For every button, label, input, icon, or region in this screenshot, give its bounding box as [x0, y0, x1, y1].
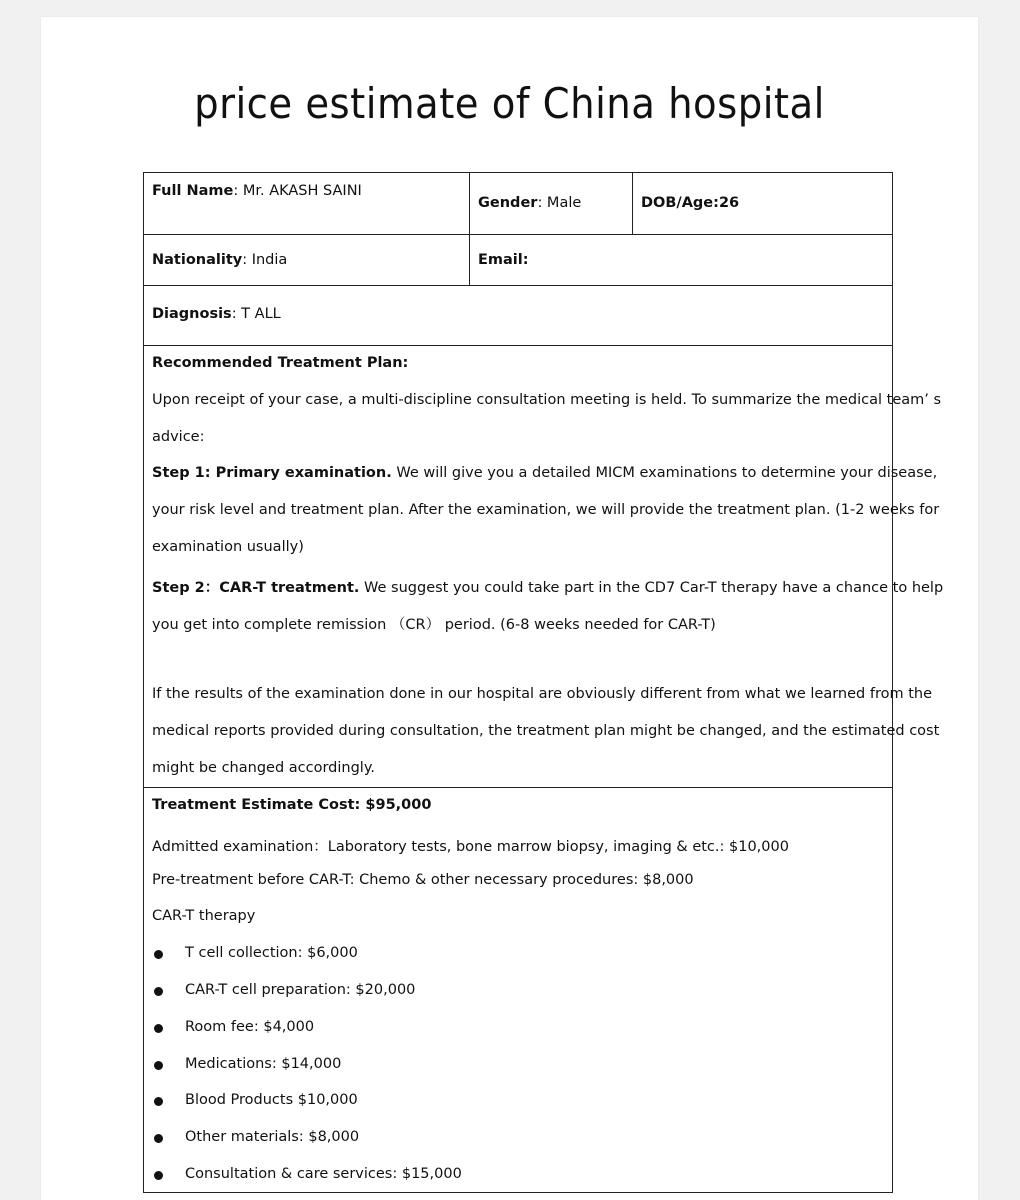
note-line: medical reports provided during consultation, the treatment plan might be changed, and the estimated cost [152, 723, 940, 739]
gender-field [478, 195, 581, 211]
cost-item: CAR-T cell preparation: $20,000 [185, 982, 416, 998]
diagnosis-field [152, 306, 281, 322]
note-line: If the results of the examination done in our hospital are obviously different from what we learned from the [152, 686, 932, 702]
nationality-field [152, 252, 287, 268]
step2-line: you get into complete remission （CR） period. (6-8 weeks needed for CAR-T) [152, 617, 716, 633]
cost-line: Pre-treatment before CAR-T: Chemo & other necessary procedures: $8,000 [152, 872, 694, 888]
cost-heading: Treatment Estimate Cost: $95,000 [152, 797, 432, 813]
step1-label: Step 1: Primary examination. [152, 465, 392, 481]
step1-line: Step 1: Primary examination. We will give you a detailed MICM examinations to determine your disease, [152, 465, 938, 481]
row-divider [144, 345, 892, 346]
full-name-value: : Mr. AKASH SAINI [233, 183, 362, 199]
nationality-value: : India [242, 252, 288, 268]
diagnosis-label: Diagnosis [152, 306, 232, 322]
dob-age-label: DOB/Age:26 [641, 195, 740, 211]
estimate-form-table [143, 172, 944, 1193]
gender-value: : Male [537, 195, 582, 211]
dob-age-field [641, 195, 739, 211]
bullet-icon [154, 1061, 163, 1070]
bullet-icon [154, 950, 163, 959]
full-name-field [152, 183, 362, 199]
step1-line: your risk level and treatment plan. After the examination, we will provide the treatment plan. (1-2 weeks for [152, 502, 940, 518]
note-line: might be changed accordingly. [152, 760, 375, 776]
cost-item: Medications: $14,000 [185, 1056, 342, 1072]
row-divider [144, 285, 892, 286]
bullet-icon [154, 1134, 163, 1143]
treatment-intro-line: advice: [152, 429, 205, 445]
bullet-icon [154, 987, 163, 996]
column-divider [469, 173, 470, 285]
document-title: price estimate of China hospital [194, 79, 825, 128]
cost-item: Blood Products $10,000 [185, 1092, 358, 1108]
email-field [478, 252, 529, 268]
cost-line: CAR-T therapy [152, 908, 256, 924]
bullet-icon [154, 1171, 163, 1180]
email-label: Email: [478, 252, 529, 268]
step1-line: examination usually) [152, 539, 304, 555]
step2-label: Step 2：CAR-T treatment. [152, 580, 360, 596]
cost-item: Consultation & care services: $15,000 [185, 1166, 462, 1182]
step2-line: Step 2：CAR-T treatment. We suggest you could take part in the CD7 Car-T therapy have a chance to help [152, 580, 944, 596]
treatment-plan-heading: Recommended Treatment Plan: [152, 355, 409, 371]
nationality-label: Nationality [152, 252, 243, 268]
cost-line: Admitted examination：Laboratory tests, bone marrow biopsy, imaging & etc.: $10,000 [152, 839, 789, 855]
bullet-icon [154, 1097, 163, 1106]
row-divider [144, 234, 892, 235]
cost-item: Other materials: $8,000 [185, 1129, 360, 1145]
row-divider [144, 787, 892, 788]
gender-label: Gender [478, 195, 538, 211]
full-name-label: Full Name [152, 183, 234, 199]
diagnosis-value: : T ALL [231, 306, 281, 322]
treatment-intro-line: Upon receipt of your case, a multi-discipline consultation meeting is held. To summarize the medical team’ s [152, 392, 942, 408]
cost-item: T cell collection: $6,000 [185, 945, 358, 961]
cost-item: Room fee: $4,000 [185, 1019, 315, 1035]
column-divider [632, 173, 633, 234]
bullet-icon [154, 1024, 163, 1033]
